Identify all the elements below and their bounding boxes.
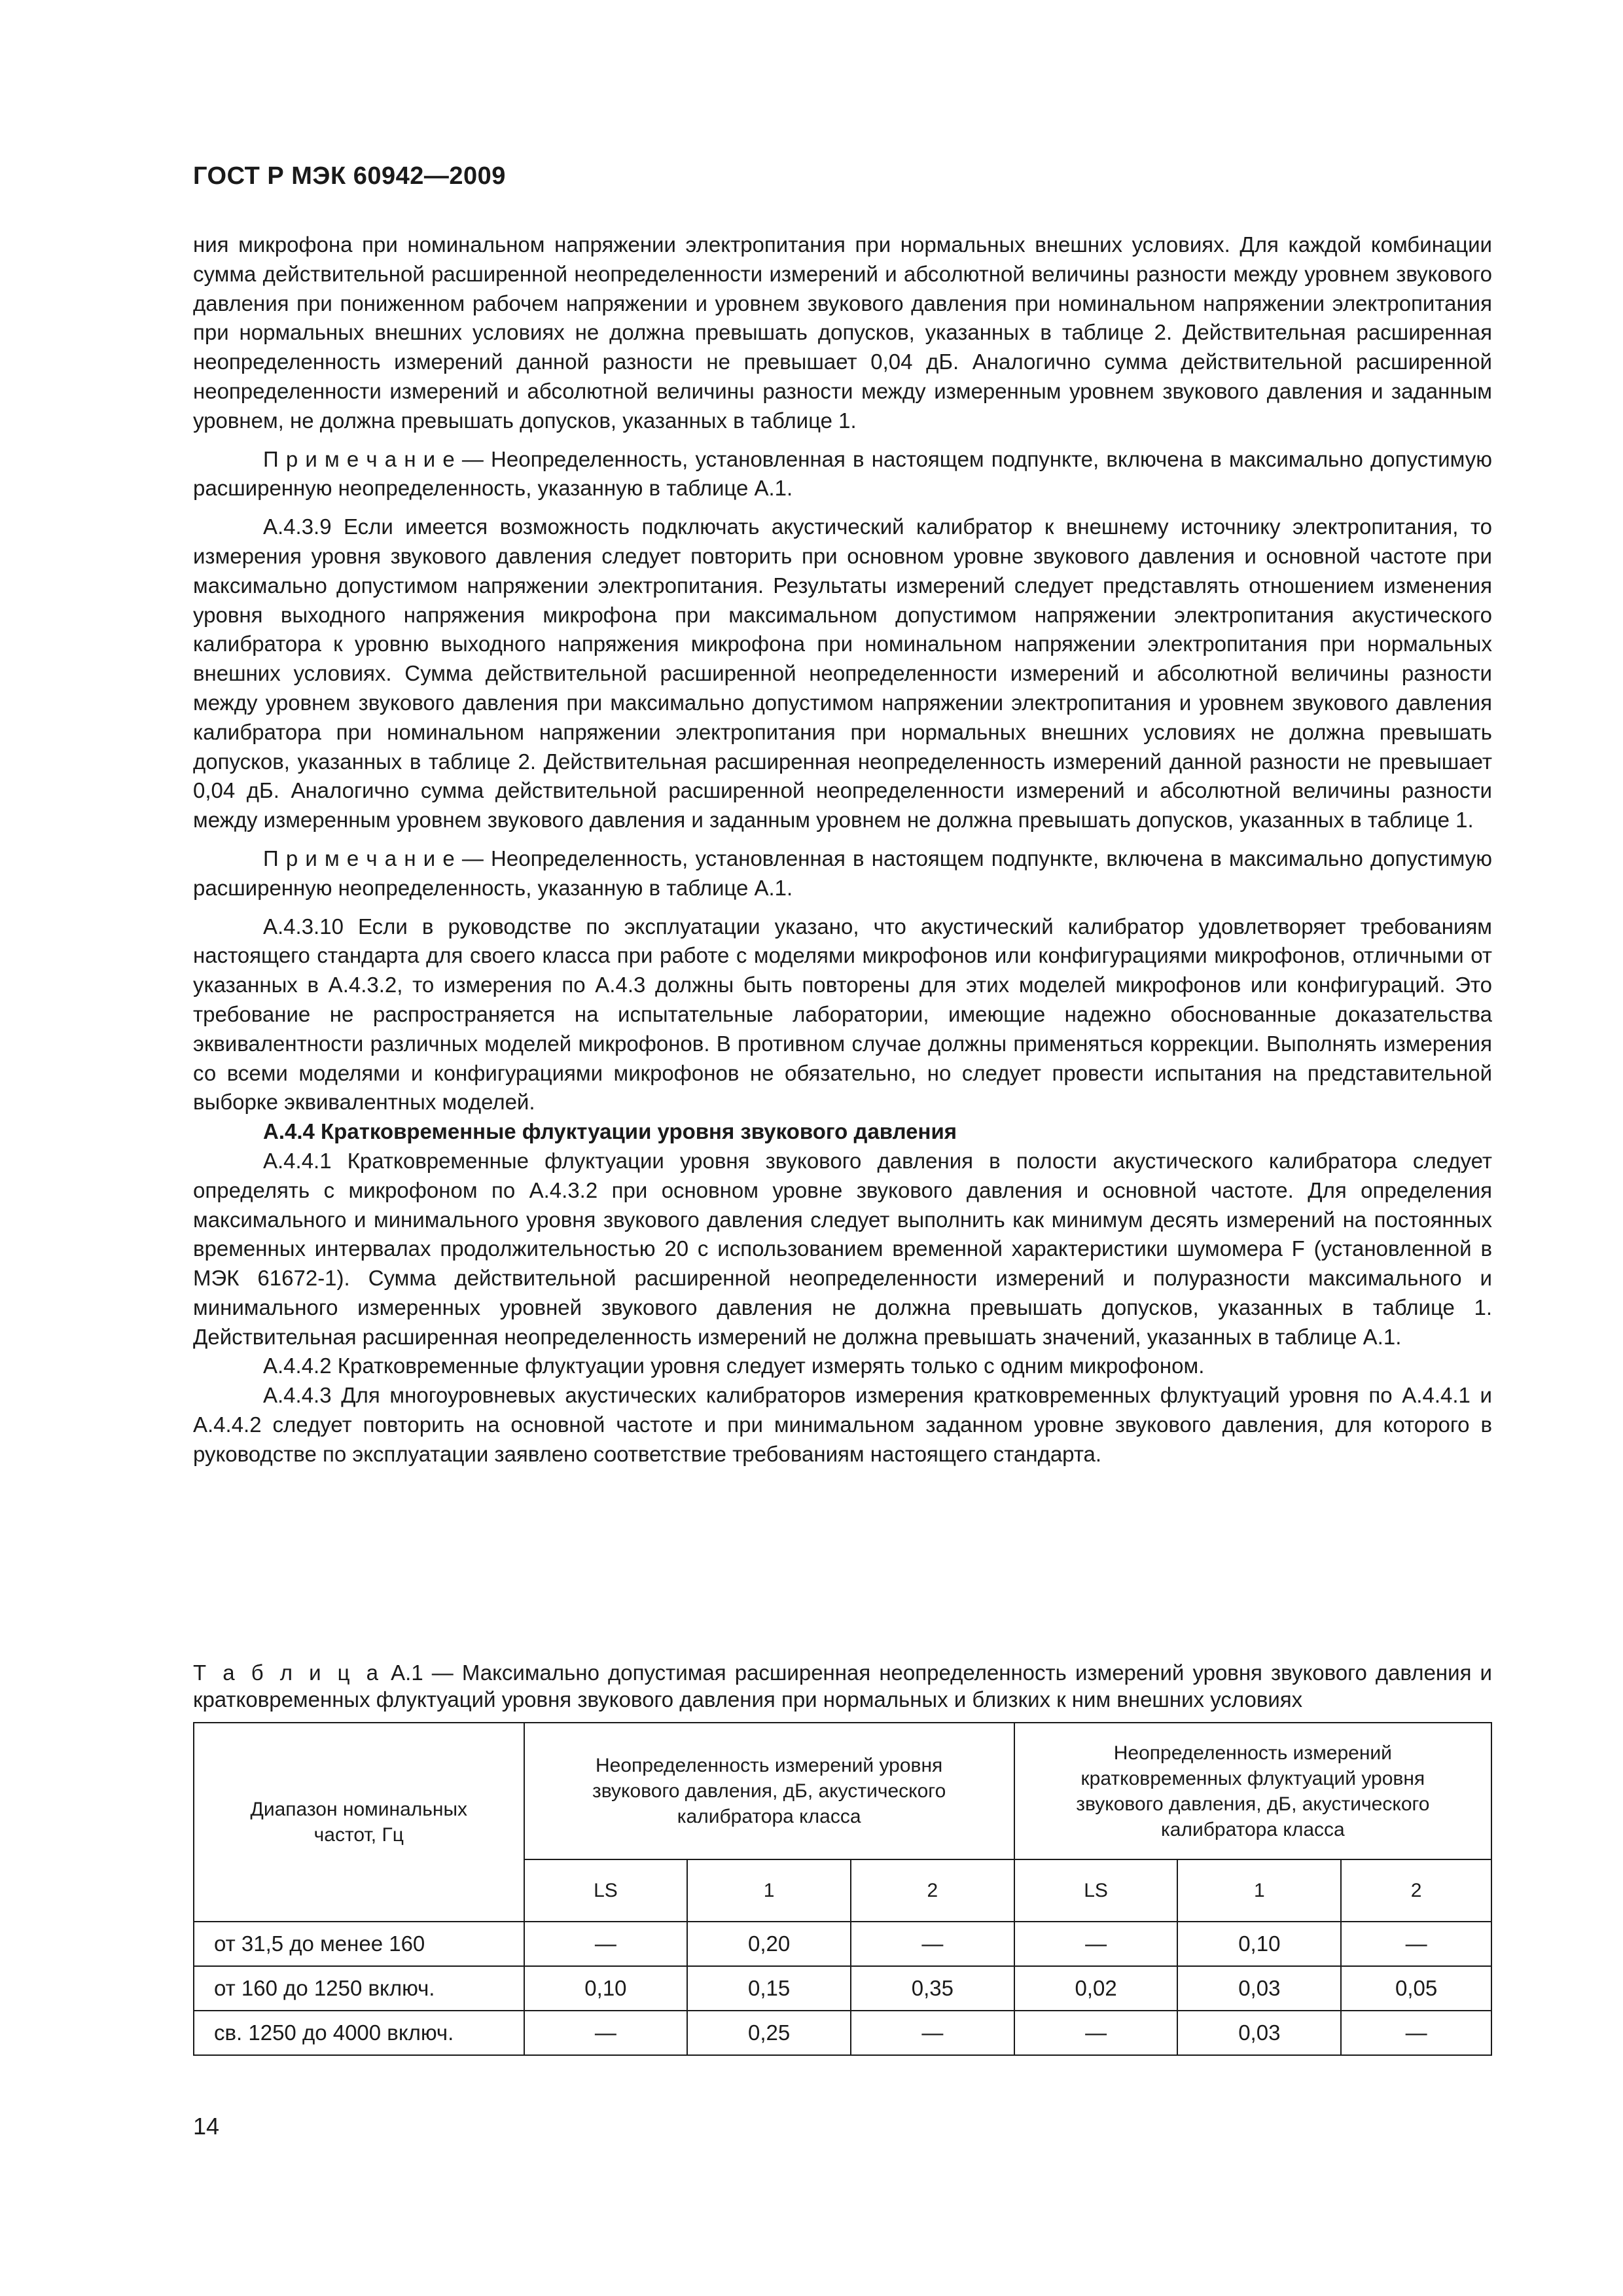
table-cell: 0,10 [1177,1922,1341,1966]
table-cell: 0,05 [1341,1966,1491,2011]
table-cell: — [851,2011,1014,2055]
table-caption [193,1659,1492,1713]
note-text: Неопределенность, установленная в настоящем подпункте, включена в максимально допустимую расширенную неопределенность, указанную в таблице А.1. [193,446,1492,501]
table-cell: — [524,1922,688,1966]
table-cell: — [524,2011,688,2055]
clause-a4310: А.4.3.10 Если в руководстве по эксплуатации указано, что акустический калибратор удовлетворяет требованиям настоящего стандарта для своего класса при работе с моделями микрофонов или конфигурациями микрофонов, отличными от указанных в А.4.3.2, то измерения по А.4.3 должны быть повторены для этих моделей микрофонов или конфигураций. Это требование не распространяется на испытательные лаборатории, имеющие надежно обоснованные доказательства эквивалентности различных моделей микрофонов. В противном случае должны применяться коррекции. Выполнять измерения со всеми моделями и конфигурациями микрофонов не обязательно, но следует провести испытания на представительной выборке эквивалентных моделей. [193,914,1492,1115]
note-label: П р и м е ч а н и е — [263,846,484,870]
page-number: 14 [193,2113,220,2140]
header-class-2: 2 [851,1859,1014,1922]
table-cell: 0,15 [687,1966,851,2011]
table-cell: 0,03 [1177,1966,1341,2011]
table-caption-text: А.1 — Максимально допустимая расширенная неопределенность измерений уровня звукового давления и кратковременных флуктуаций уровня звукового давления при нормальных и близких к ним внешних условиях [193,1660,1492,1712]
table-row [194,1922,1491,1966]
body-text [193,230,1492,1469]
table-cell: — [1341,1922,1491,1966]
header-class-2: 2 [1341,1859,1491,1922]
table-cell-range: от 160 до 1250 включ. [194,1966,524,2011]
table-row [194,1966,1491,2011]
header-frequency-range: Диапазон номинальных частот, Гц [194,1723,524,1922]
clause-a441: А.4.4.1 Кратковременные флуктуации уровня звукового давления в полости акустического калибратора следует определять с микрофоном по А.4.3.2 при основном уровне звукового давления и основной частоте. Для определения максимального и минимального уровня звукового давления следует выполнить как минимум десять измерений на постоянных временных интервалах продолжительностью 20 с использованием временной характеристики шумомера F (установленной в МЭК 61672-1). Сумма действительной расширенной неопределенности измерений и полуразности максимального и минимального измеренных уровней звукового давления не должна превышать допусков, указанных в таблице 1. Действительная расширенная неопределенность измерений не должна превышать значений, указанных в таблице А.1. [193,1148,1492,1349]
header-class-ls: LS [524,1859,688,1922]
paragraph-continuation: ния микрофона при номинальном напряжении электропитания при нормальных внешних условиях. Для каждой комбинации сумма действительной расширенной неопределенности измерений и абсолютной величины разности между уровнем звукового давления при пониженном рабочем напряжении и уровнем звукового давления при номинальном напряжении электропитания при нормальных внешних условиях не должна превышать допусков, указанных в таблице 2. Действительная расширенная неопределенность измерений данной разности не превышает 0,04 дБ. Аналогично сумма действительной расширенной неопределенности измерений и абсолютной величины разности между измеренным уровнем звукового давления и заданным уровнем, не должна превышать допусков, указанных в таблице 1. [193,232,1492,433]
table-cell: — [1014,1922,1178,1966]
table-cell: 0,25 [687,2011,851,2055]
table-cell: 0,10 [524,1966,688,2011]
note-paragraph [193,844,1492,903]
section-heading-a44: А.4.4 Кратковременные флуктуации уровня звукового давления [263,1119,957,1144]
note-paragraph [193,445,1492,504]
table-cell-range: от 31,5 до менее 160 [194,1922,524,1966]
table-cell: 0,02 [1014,1966,1178,2011]
table-cell: 0,03 [1177,2011,1341,2055]
uncertainty-table [193,1722,1492,2056]
table-row [194,2011,1491,2055]
note-label: П р и м е ч а н и е — [263,446,484,471]
header-class-1: 1 [687,1859,851,1922]
table-cell: — [851,1922,1014,1966]
table-cell: — [1014,2011,1178,2055]
header-level-uncertainty: Неопределенность измерений уровня звукового давления, дБ, акустического калибратора класса [524,1723,1014,1859]
clause-a442: А.4.4.2 Кратковременные флуктуации уровня следует измерять только с одним микрофоном. [263,1354,1205,1378]
clause-a439: А.4.3.9 Если имеется возможность подключать акустический калибратор к внешнему источнику электропитания, то измерения уровня звукового давления следует повторить при основном уровне звукового давления и основной частоте при максимально допустимом напряжении электропитания. Результаты измерений следует представлять отношением изменения уровня выходного напряжения микрофона при максимальном допустимом напряжении электропитания акустического калибратора к уровню выходного напряжения микрофона при номинальном напряжении электропитания при нормальных внешних условиях. Сумма действительной расширенной неопределенности измерений и абсолютной величины разности между уровнем звукового давления при максимально допустимом напряжении электропитания и уровнем звукового давления калибратора при номинальном напряжении электропитания при нормальных внешних условиях не должна превышать допусков, указанных в таблице 2. Действительная расширенная неопределенность измерений данной разности не превышает 0,04 дБ. Аналогично сумма действительной расширенной неопределенности измерений и абсолютной величины разности между измеренным уровнем звукового давления и заданным уровнем не должна превышать допусков, указанных в таблице 1. [193,514,1492,833]
table-cell: — [1341,2011,1491,2055]
table-cell-range: св. 1250 до 4000 включ. [194,2011,524,2055]
table-caption-label: Т а б л и ц а [193,1660,383,1685]
header-fluctuation-uncertainty: Неопределенность измерений кратковременных флуктуаций уровня звукового давления, дБ, акустического калибратора класса [1014,1723,1491,1859]
table-cell: 0,35 [851,1966,1014,2011]
document-standard-title: ГОСТ Р МЭК 60942—2009 [193,162,506,190]
header-class-ls: LS [1014,1859,1178,1922]
table-cell: 0,20 [687,1922,851,1966]
note-text: Неопределенность, установленная в настоящем подпункте, включена в максимально допустимую расширенную неопределенность, указанную в таблице А.1. [193,846,1492,900]
header-class-1: 1 [1177,1859,1341,1922]
clause-a443: А.4.4.3 Для многоуровневых акустических калибраторов измерения кратковременных флуктуаций уровня по А.4.4.1 и А.4.4.2 следует повторить на основной частоте и при минимальном заданном уровне звукового давления, для которого в руководстве по эксплуатации заявлено соответствие требованиям настоящего стандарта. [193,1383,1492,1466]
